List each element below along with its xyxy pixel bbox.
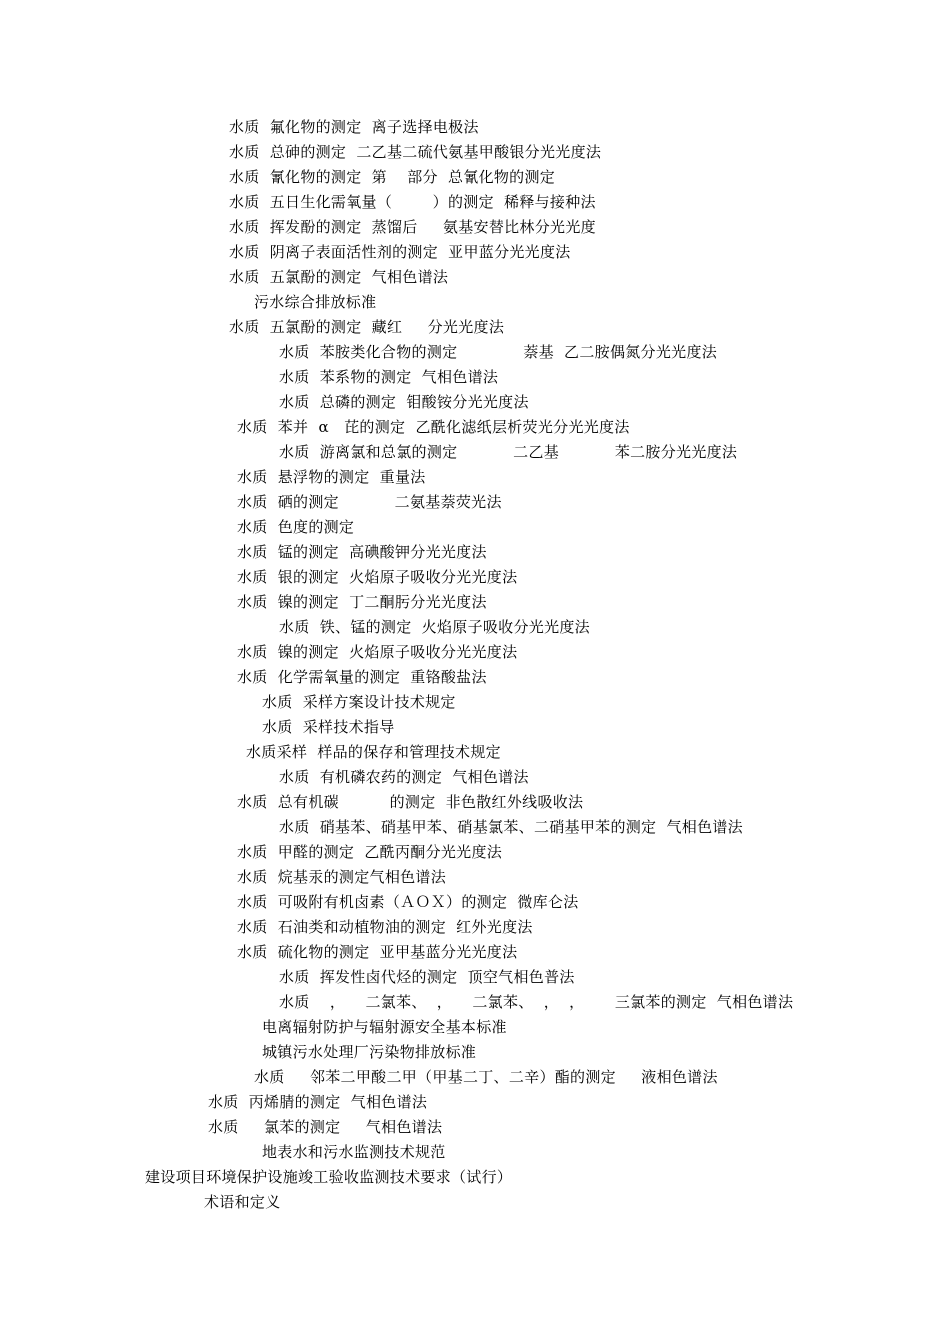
standard-line: 水质 丙烯腈的测定 气相色谱法 [208,1093,428,1111]
standard-line: 水质 氟化物的测定 离子选择电极法 [229,118,479,136]
standard-line: 水质 五氯酚的测定 气相色谱法 [229,268,449,286]
standard-line: 水质 挥发酚的测定 蒸馏后 氨基安替比林分光光度 [229,218,596,236]
standard-line: 水质 采样技术指导 [262,718,395,736]
standard-line: 水质 化学需氧量的测定 重铬酸盐法 [237,668,487,686]
standard-line: 电离辐射防护与辐射源安全基本标准 [262,1018,507,1036]
standard-line: 水质 总磷的测定 钼酸铵分光光度法 [279,393,529,411]
standard-line: 城镇污水处理厂污染物排放标准 [262,1043,477,1061]
standard-line: 水质 五氯酚的测定 藏红 分光光度法 [229,318,505,336]
standard-line: 水质 氰化物的测定 第 部分 总氰化物的测定 [229,168,556,186]
standard-line: 水质 总有机碳 的测定 非色散红外线吸收法 [237,793,584,811]
standard-line: 水质 铁、锰的测定 火焰原子吸收分光光度法 [279,618,590,636]
standard-line: 水质 采样方案设计技术规定 [262,693,456,711]
standard-line: 水质 氯苯的测定 气相色谱法 [208,1118,443,1136]
standard-line: 水质 阴离子表面活性剂的测定 亚甲蓝分光光度法 [229,243,571,261]
standard-line: 水质 烷基汞的测定气相色谱法 [237,868,447,886]
standard-line: 建设项目环境保护设施竣工验收监测技术要求（试行） [145,1168,513,1186]
standard-line: 水质 苯胺类化合物的测定 萘基 乙二胺偶氮分光光度法 [279,343,718,361]
standard-line: 水质 苯并 α 芘的测定 乙酰化滤纸层析荧光分光光度法 [237,418,630,436]
standard-line: 水质 色度的测定 [237,518,355,536]
standard-line: 水质 有机磷农药的测定 气相色谱法 [279,768,529,786]
standard-line: 地表水和污水监测技术规范 [262,1143,446,1161]
standard-line: 水质 镍的测定 火焰原子吸收分光光度法 [237,643,518,661]
standard-line: 水质 甲醛的测定 乙酰丙酮分光光度法 [237,843,503,861]
standard-line: 水质 硫化物的测定 亚甲基蓝分光光度法 [237,943,518,961]
standard-line: 水质 ， 二氯苯、 ， 二氯苯、 ， ， 三氯苯的测定 气相色谱法 [279,993,794,1011]
standard-line: 水质 银的测定 火焰原子吸收分光光度法 [237,568,518,586]
standard-line: 水质 苯系物的测定 气相色谱法 [279,368,499,386]
standard-line: 水质 五日生化需氧量（ ）的测定 稀释与接种法 [229,193,596,211]
standard-line: 水质采样 样品的保存和管理技术规定 [246,743,501,761]
standard-line: 水质 游离氯和总氯的测定 二乙基 苯二胺分光光度法 [279,443,738,461]
standard-line: 水质 挥发性卤代烃的测定 顶空气相色普法 [279,968,575,986]
standard-line: 水质 邻苯二甲酸二甲（甲基二丁、二辛）酯的测定 液相色谱法 [254,1068,718,1086]
standard-line: 水质 锰的测定 高碘酸钾分光光度法 [237,543,487,561]
standard-line: 水质 总砷的测定 二乙基二硫代氨基甲酸银分光光度法 [229,143,602,161]
standard-line: 水质 可吸附有机卤素（ＡＯＸ）的测定 微库仑法 [237,893,579,911]
standard-line: 水质 硝基苯、硝基甲苯、硝基氯苯、二硝基甲苯的测定 气相色谱法 [279,818,743,836]
standard-line: 水质 石油类和动植物油的测定 红外光度法 [237,918,533,936]
standard-line: 水质 悬浮物的测定 重量法 [237,468,426,486]
standard-line: 污水综合排放标准 [254,293,377,311]
section-heading: 术语和定义 [204,1193,281,1211]
standard-line: 水质 镍的测定 丁二酮肟分光光度法 [237,593,487,611]
standard-line: 水质 硒的测定 二氨基萘荧光法 [237,493,502,511]
